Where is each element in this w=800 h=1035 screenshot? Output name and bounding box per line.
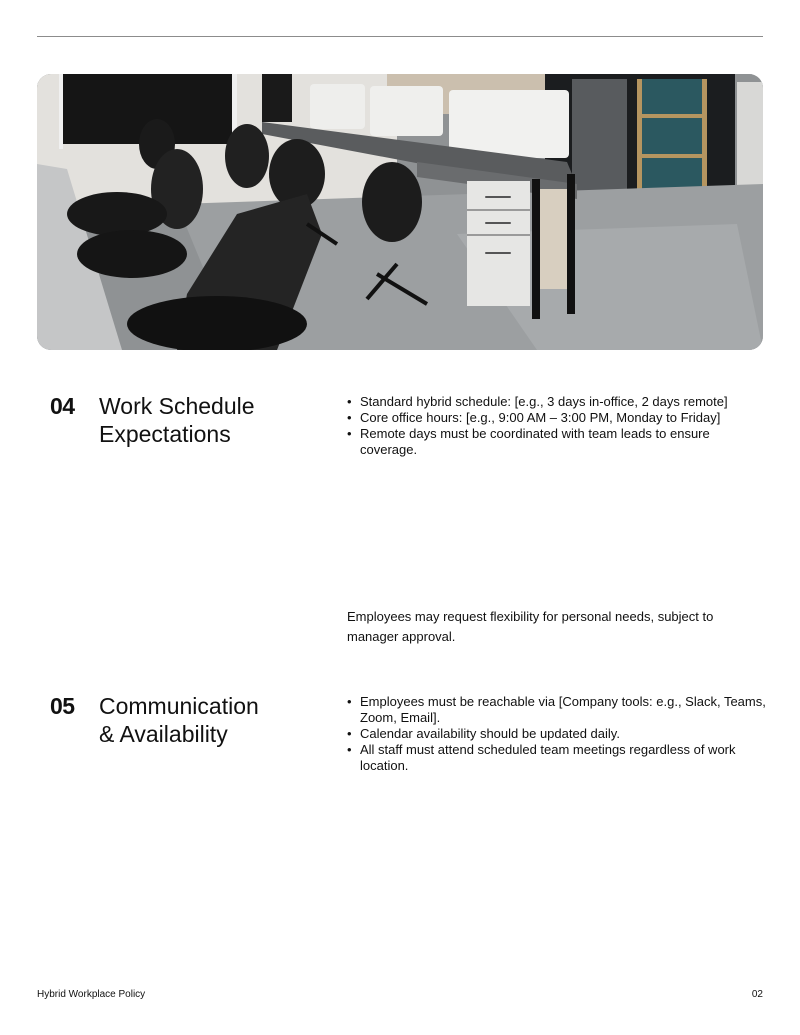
bullet-item: • Employees must be reachable via [Company tools: e.g., Slack, Teams, Zoom, Email]. <box>347 694 767 726</box>
section-title-line2: & Availability <box>99 721 228 747</box>
header-divider <box>37 36 763 37</box>
section-title-line1: Work Schedule <box>99 393 255 419</box>
bullet-item: • All staff must attend scheduled team meetings regardless of work location. <box>347 742 767 774</box>
flexibility-note: Employees may request flexibility for personal needs, subject to manager approval. <box>347 609 714 644</box>
bullet-list <box>347 394 767 458</box>
office-photo-illustration <box>37 74 763 350</box>
footer-page-number: 02 <box>751 989 763 1000</box>
hero-office-photo <box>37 74 763 350</box>
section-title <box>99 392 319 448</box>
footer-document-title: Hybrid Workplace Policy <box>37 989 146 1000</box>
section-body <box>347 394 767 458</box>
bullet-item: • Remote days must be coordinated with team leads to ensure coverage. <box>347 426 767 458</box>
section-body <box>347 694 767 774</box>
section-number: 04 <box>50 393 75 419</box>
bullet-list <box>347 694 767 774</box>
bullet-item: • Core office hours: [e.g., 9:00 AM – 3:00 PM, Monday to Friday] <box>347 410 767 426</box>
section-number: 05 <box>50 693 75 719</box>
section-title-line1: Communication <box>99 693 259 719</box>
section-title <box>99 692 319 748</box>
section-title-line2: Expectations <box>99 421 231 447</box>
bullet-item: • Standard hybrid schedule: [e.g., 3 days in-office, 2 days remote] <box>347 394 767 410</box>
bullet-item: • Calendar availability should be updated daily. <box>347 726 767 742</box>
